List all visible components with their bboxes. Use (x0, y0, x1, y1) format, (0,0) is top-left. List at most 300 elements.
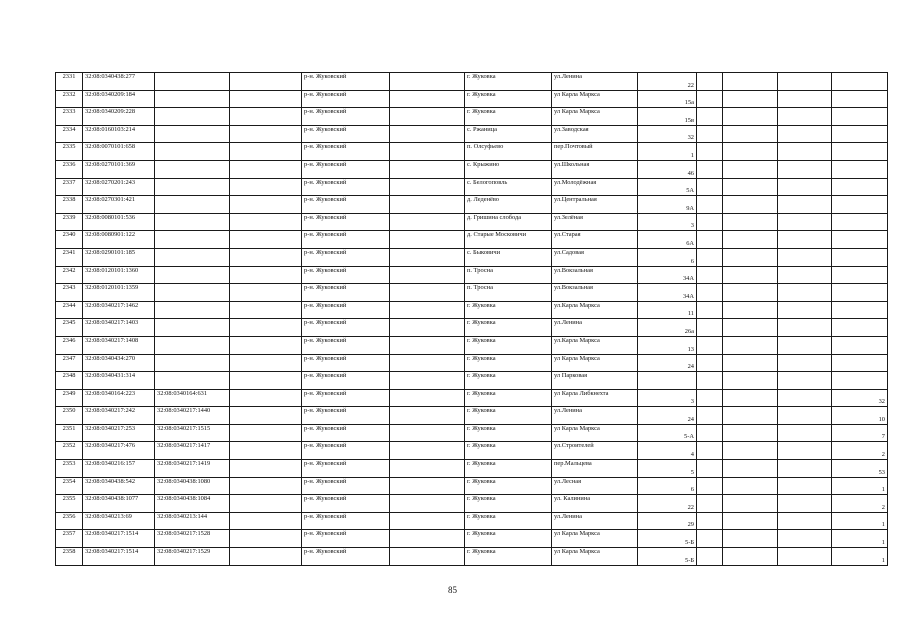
empty-cell (723, 442, 778, 460)
cadastral-number-secondary: 32:08:0340438:1084 (155, 495, 230, 513)
district-cell: р-н. Жуковский (302, 231, 390, 249)
table-row (56, 389, 888, 407)
street-cell: ул.Заводская (552, 125, 638, 143)
house-number-cell: 6 (638, 477, 697, 495)
house-number-cell: 3 (638, 389, 697, 407)
row-number: 2355 (56, 495, 83, 513)
empty-cell (230, 354, 302, 372)
district-cell: р-н. Жуковский (302, 284, 390, 302)
cadastral-number-secondary (155, 125, 230, 143)
empty-cell (390, 284, 465, 302)
cadastral-number-secondary: 32:08:0340217:1417 (155, 442, 230, 460)
empty-cell (697, 354, 723, 372)
house-number-cell: 5 (638, 460, 697, 478)
row-number: 2334 (56, 125, 83, 143)
cadastral-number-secondary (155, 301, 230, 319)
table-row (56, 248, 888, 266)
empty-cell (230, 407, 302, 425)
house-number-cell: 9А (638, 196, 697, 214)
row-number: 2331 (56, 73, 83, 91)
row-number: 2351 (56, 424, 83, 442)
street-cell: ул.Лесная (552, 477, 638, 495)
empty-cell (778, 372, 832, 390)
empty-cell (230, 231, 302, 249)
cadastral-number: 32:08:0340217:1408 (83, 336, 155, 354)
table-row (56, 125, 888, 143)
empty-cell (230, 477, 302, 495)
count-cell (832, 125, 888, 143)
empty-cell (230, 372, 302, 390)
empty-cell (723, 196, 778, 214)
street-cell: ул.Садовая (552, 248, 638, 266)
house-number-cell: 5-А (638, 424, 697, 442)
settlement-cell: д. Леденёво (465, 196, 552, 214)
district-cell: р-н. Жуковский (302, 108, 390, 126)
house-number-cell: 5-Б (638, 548, 697, 566)
street-cell: ул Карла Маркса (552, 354, 638, 372)
empty-cell (778, 125, 832, 143)
empty-cell (230, 160, 302, 178)
empty-cell (697, 160, 723, 178)
empty-cell (230, 319, 302, 337)
cadastral-number: 32:08:0120101:1359 (83, 284, 155, 302)
count-cell (832, 336, 888, 354)
table-row (56, 160, 888, 178)
district-cell: р-н. Жуковский (302, 301, 390, 319)
empty-cell (390, 442, 465, 460)
street-cell: ул.Школьная (552, 160, 638, 178)
cadastral-number: 32:08:0270101:369 (83, 160, 155, 178)
row-number: 2333 (56, 108, 83, 126)
table-row (56, 530, 888, 548)
cadastral-number-secondary: 32:08:0340217:1440 (155, 407, 230, 425)
empty-cell (230, 266, 302, 284)
empty-cell (697, 284, 723, 302)
settlement-cell: с. Крыжино (465, 160, 552, 178)
row-number: 2357 (56, 530, 83, 548)
district-cell: р-н. Жуковский (302, 125, 390, 143)
empty-cell (723, 73, 778, 91)
cadastral-number-secondary (155, 248, 230, 266)
settlement-cell: г. Жуковка (465, 407, 552, 425)
empty-cell (697, 90, 723, 108)
street-cell: ул.Ленина (552, 73, 638, 91)
empty-cell (697, 477, 723, 495)
street-cell: ул Карла Маркса (552, 530, 638, 548)
house-number-cell: 34А (638, 284, 697, 302)
cadastral-number: 32:08:0160103:214 (83, 125, 155, 143)
settlement-cell: д. Старые Московичи (465, 231, 552, 249)
cadastral-number-secondary (155, 336, 230, 354)
empty-cell (778, 73, 832, 91)
empty-cell (230, 460, 302, 478)
cadastral-number-secondary (155, 266, 230, 284)
empty-cell (390, 196, 465, 214)
count-cell (832, 73, 888, 91)
empty-cell (778, 160, 832, 178)
row-number: 2342 (56, 266, 83, 284)
empty-cell (697, 372, 723, 390)
district-cell: р-н. Жуковский (302, 196, 390, 214)
house-number-cell: 24 (638, 354, 697, 372)
count-cell (832, 160, 888, 178)
cadastral-number: 32:08:0340216:157 (83, 460, 155, 478)
district-cell: р-н. Жуковский (302, 460, 390, 478)
street-cell: ул Карла Маркса (552, 90, 638, 108)
empty-cell (723, 372, 778, 390)
cadastral-number: 32:08:0120101:1360 (83, 266, 155, 284)
empty-cell (390, 125, 465, 143)
cadastral-number-secondary (155, 73, 230, 91)
cadastral-number-secondary: 32:08:0340213:144 (155, 512, 230, 530)
house-number-cell: 29 (638, 512, 697, 530)
empty-cell (697, 460, 723, 478)
district-cell: р-н. Жуковский (302, 548, 390, 566)
empty-cell (723, 160, 778, 178)
empty-cell (697, 178, 723, 196)
cadastral-number-secondary (155, 143, 230, 161)
settlement-cell: г. Жуковка (465, 73, 552, 91)
count-cell (832, 231, 888, 249)
cadastral-number-secondary (155, 178, 230, 196)
house-number-cell: 32 (638, 125, 697, 143)
count-cell (832, 196, 888, 214)
row-number: 2335 (56, 143, 83, 161)
cadastral-number: 32:08:0340209:228 (83, 108, 155, 126)
empty-cell (390, 389, 465, 407)
cadastral-number-secondary (155, 196, 230, 214)
cadastral-number: 32:08:0070101:658 (83, 143, 155, 161)
settlement-cell: г. Жуковка (465, 495, 552, 513)
row-number: 2350 (56, 407, 83, 425)
street-cell: ул Карла Либкнехта (552, 389, 638, 407)
empty-cell (778, 460, 832, 478)
street-cell: ул.Ленина (552, 512, 638, 530)
cadastral-number: 32:08:0340217:253 (83, 424, 155, 442)
settlement-cell: г. Жуковка (465, 301, 552, 319)
count-cell (832, 143, 888, 161)
district-cell: р-н. Жуковский (302, 248, 390, 266)
empty-cell (390, 512, 465, 530)
street-cell: ул.Молодёжная (552, 178, 638, 196)
settlement-cell: п. Тросна (465, 266, 552, 284)
table-row (56, 354, 888, 372)
count-cell: 1 (832, 512, 888, 530)
settlement-cell: г. Жуковка (465, 319, 552, 337)
empty-cell (390, 248, 465, 266)
empty-cell (697, 143, 723, 161)
settlement-cell: п. Олсуфьево (465, 143, 552, 161)
empty-cell (230, 512, 302, 530)
count-cell (832, 248, 888, 266)
empty-cell (697, 108, 723, 126)
district-cell: р-н. Жуковский (302, 178, 390, 196)
row-number: 2344 (56, 301, 83, 319)
empty-cell (697, 442, 723, 460)
street-cell: ул.Вокзальная (552, 266, 638, 284)
street-cell: ул.Ленина (552, 407, 638, 425)
empty-cell (390, 143, 465, 161)
empty-cell (390, 231, 465, 249)
count-cell: 7 (832, 424, 888, 442)
street-cell: ул Карла Маркса (552, 548, 638, 566)
empty-cell (723, 178, 778, 196)
page-number: 85 (448, 585, 457, 595)
street-cell: ул.Центральная (552, 196, 638, 214)
house-number-cell: 22 (638, 73, 697, 91)
empty-cell (778, 301, 832, 319)
empty-cell (697, 548, 723, 566)
table-row (56, 284, 888, 302)
cadastral-number: 32:08:0340213:69 (83, 512, 155, 530)
cadastral-number: 32:08:0340217:1514 (83, 548, 155, 566)
house-number-cell: 11 (638, 301, 697, 319)
empty-cell (390, 108, 465, 126)
house-number-cell: 13 (638, 336, 697, 354)
row-number: 2347 (56, 354, 83, 372)
empty-cell (230, 389, 302, 407)
empty-cell (778, 266, 832, 284)
cadastral-number-secondary (155, 284, 230, 302)
row-number: 2354 (56, 477, 83, 495)
count-cell (832, 90, 888, 108)
cadastral-number: 32:08:0080101:536 (83, 213, 155, 231)
house-number-cell: 26а (638, 319, 697, 337)
empty-cell (390, 73, 465, 91)
cadastral-number-secondary (155, 213, 230, 231)
empty-cell (230, 301, 302, 319)
empty-cell (723, 495, 778, 513)
row-number: 2341 (56, 248, 83, 266)
empty-cell (778, 196, 832, 214)
cadastral-number: 32:08:0340217:1514 (83, 530, 155, 548)
table-row (56, 196, 888, 214)
cadastral-number-secondary: 32:08:0340164:631 (155, 389, 230, 407)
empty-cell (778, 108, 832, 126)
empty-cell (230, 196, 302, 214)
empty-cell (230, 143, 302, 161)
settlement-cell: г. Жуковка (465, 372, 552, 390)
empty-cell (778, 477, 832, 495)
empty-cell (778, 354, 832, 372)
row-number: 2346 (56, 336, 83, 354)
district-cell: р-н. Жуковский (302, 424, 390, 442)
empty-cell (230, 108, 302, 126)
count-cell: 53 (832, 460, 888, 478)
row-number: 2353 (56, 460, 83, 478)
empty-cell (697, 248, 723, 266)
empty-cell (390, 477, 465, 495)
empty-cell (723, 284, 778, 302)
empty-cell (697, 231, 723, 249)
cadastral-number: 32:08:0340438:542 (83, 477, 155, 495)
house-number-cell: 3 (638, 213, 697, 231)
cadastral-number: 32:08:0290101:185 (83, 248, 155, 266)
empty-cell (723, 548, 778, 566)
cadastral-number-secondary (155, 372, 230, 390)
empty-cell (723, 266, 778, 284)
cadastral-number-secondary (155, 108, 230, 126)
settlement-cell: г. Жуковка (465, 530, 552, 548)
empty-cell (723, 108, 778, 126)
count-cell (832, 301, 888, 319)
count-cell (832, 213, 888, 231)
empty-cell (390, 178, 465, 196)
empty-cell (778, 90, 832, 108)
cadastral-number: 32:08:0340217:476 (83, 442, 155, 460)
empty-cell (230, 178, 302, 196)
table-row (56, 108, 888, 126)
empty-cell (697, 125, 723, 143)
district-cell: р-н. Жуковский (302, 266, 390, 284)
row-number: 2337 (56, 178, 83, 196)
settlement-cell: г. Жуковка (465, 389, 552, 407)
empty-cell (723, 90, 778, 108)
table-row (56, 143, 888, 161)
cadastral-number-secondary: 32:08:0340217:1419 (155, 460, 230, 478)
empty-cell (390, 336, 465, 354)
cadastral-number: 32:08:0340438:1077 (83, 495, 155, 513)
street-cell: ул Карла Маркса (552, 108, 638, 126)
table-row (56, 178, 888, 196)
count-cell: 1 (832, 477, 888, 495)
empty-cell (723, 336, 778, 354)
row-number: 2332 (56, 90, 83, 108)
empty-cell (723, 354, 778, 372)
table-row (56, 266, 888, 284)
settlement-cell: г. Жуковка (465, 354, 552, 372)
empty-cell (390, 213, 465, 231)
settlement-cell: г. Жуковка (465, 477, 552, 495)
empty-cell (697, 266, 723, 284)
empty-cell (697, 213, 723, 231)
house-number-cell: 22 (638, 495, 697, 513)
empty-cell (230, 213, 302, 231)
settlement-cell: г. Жуковка (465, 548, 552, 566)
table-row (56, 231, 888, 249)
empty-cell (697, 301, 723, 319)
empty-cell (390, 460, 465, 478)
empty-cell (778, 178, 832, 196)
empty-cell (778, 213, 832, 231)
count-cell (832, 354, 888, 372)
street-cell: ул.Карла Маркса (552, 336, 638, 354)
street-cell: ул Карла Маркса (552, 424, 638, 442)
empty-cell (230, 548, 302, 566)
empty-cell (778, 143, 832, 161)
table-row (56, 301, 888, 319)
empty-cell (697, 407, 723, 425)
cadastral-number: 32:08:0270301:421 (83, 196, 155, 214)
cadastral-number-secondary (155, 90, 230, 108)
empty-cell (723, 143, 778, 161)
count-cell: 2 (832, 442, 888, 460)
district-cell: р-н. Жуковский (302, 354, 390, 372)
cadastral-number-secondary (155, 160, 230, 178)
empty-cell (697, 319, 723, 337)
house-number-cell: 4 (638, 442, 697, 460)
empty-cell (390, 530, 465, 548)
cadastral-number: 32:08:0080901:122 (83, 231, 155, 249)
empty-cell (697, 495, 723, 513)
settlement-cell: г. Жуковка (465, 460, 552, 478)
empty-cell (723, 477, 778, 495)
cadastral-number: 32:08:0340209:184 (83, 90, 155, 108)
empty-cell (778, 548, 832, 566)
empty-cell (230, 530, 302, 548)
empty-cell (230, 73, 302, 91)
empty-cell (230, 125, 302, 143)
settlement-cell: п. Тросна (465, 284, 552, 302)
house-number-cell: 15в (638, 108, 697, 126)
empty-cell (723, 389, 778, 407)
empty-cell (390, 372, 465, 390)
street-cell: ул.Ленина (552, 319, 638, 337)
count-cell (832, 319, 888, 337)
empty-cell (230, 336, 302, 354)
count-cell (832, 108, 888, 126)
empty-cell (723, 512, 778, 530)
empty-cell (390, 354, 465, 372)
empty-cell (390, 407, 465, 425)
empty-cell (778, 319, 832, 337)
house-number-cell: 15а (638, 90, 697, 108)
empty-cell (723, 231, 778, 249)
table-body (56, 73, 888, 566)
empty-cell (230, 284, 302, 302)
empty-cell (390, 424, 465, 442)
empty-cell (723, 319, 778, 337)
house-number-cell: 5-Б (638, 530, 697, 548)
count-cell: 10 (832, 407, 888, 425)
row-number: 2338 (56, 196, 83, 214)
empty-cell (723, 530, 778, 548)
street-cell: пер.Почтовый (552, 143, 638, 161)
cadastral-number-secondary: 32:08:0340217:1528 (155, 530, 230, 548)
row-number: 2349 (56, 389, 83, 407)
count-cell: 1 (832, 548, 888, 566)
house-number-cell: 24 (638, 407, 697, 425)
cadastral-number-secondary: 32:08:0340217:1515 (155, 424, 230, 442)
table-row (56, 424, 888, 442)
house-number-cell: 34А (638, 266, 697, 284)
empty-cell (778, 389, 832, 407)
district-cell: р-н. Жуковский (302, 372, 390, 390)
street-cell: пер.Мальцева (552, 460, 638, 478)
cadastral-number-secondary (155, 231, 230, 249)
row-number: 2356 (56, 512, 83, 530)
table-row (56, 372, 888, 390)
table-row (56, 407, 888, 425)
settlement-cell: г. Жуковка (465, 108, 552, 126)
district-cell: р-н. Жуковский (302, 442, 390, 460)
table-row (56, 213, 888, 231)
empty-cell (723, 213, 778, 231)
register-table (55, 72, 888, 566)
empty-cell (723, 424, 778, 442)
empty-cell (390, 319, 465, 337)
count-cell: 2 (832, 495, 888, 513)
settlement-cell: с. Быковичи (465, 248, 552, 266)
row-number: 2336 (56, 160, 83, 178)
settlement-cell: г. Жуковка (465, 512, 552, 530)
district-cell: р-н. Жуковский (302, 160, 390, 178)
empty-cell (778, 512, 832, 530)
empty-cell (697, 512, 723, 530)
row-number: 2345 (56, 319, 83, 337)
cadastral-number-secondary (155, 319, 230, 337)
empty-cell (723, 125, 778, 143)
